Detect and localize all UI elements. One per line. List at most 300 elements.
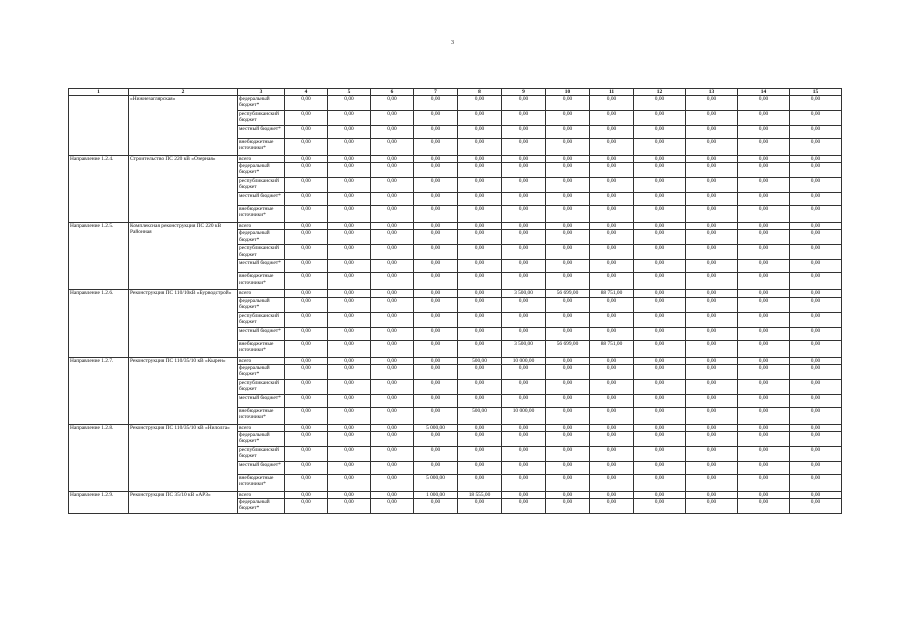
column-header: 1 <box>69 89 129 96</box>
value-cell: 0,00 <box>790 340 842 357</box>
value-cell: 0,00 <box>502 394 546 407</box>
value-cell: 0,00 <box>686 447 738 462</box>
value-cell: 0,00 <box>371 364 414 379</box>
value-cell: 0,00 <box>502 260 546 273</box>
value-cell: 0,00 <box>371 156 414 163</box>
value-cell: 0,00 <box>371 357 414 364</box>
funding-source-cell: федеральный бюджет* <box>238 96 285 111</box>
value-cell: 0,00 <box>371 163 414 178</box>
value-cell: 0,00 <box>790 230 842 245</box>
value-cell: 0,00 <box>634 139 686 156</box>
value-cell: 0,00 <box>738 223 790 230</box>
value-cell: 0,00 <box>502 327 546 340</box>
value-cell: 500,00 <box>458 357 502 364</box>
value-cell: 10 000,00 <box>502 407 546 424</box>
value-cell: 0,00 <box>371 230 414 245</box>
value-cell: 0,00 <box>546 492 590 499</box>
value-cell: 0,00 <box>790 407 842 424</box>
value-cell: 0,00 <box>634 223 686 230</box>
value-cell: 0,00 <box>458 432 502 447</box>
value-cell: 0,00 <box>502 126 546 139</box>
value-cell: 0,00 <box>328 327 371 340</box>
value-cell: 0,00 <box>546 357 590 364</box>
value-cell: 0,00 <box>634 462 686 475</box>
value-cell: 0,00 <box>686 273 738 290</box>
value-cell: 0,00 <box>414 260 458 273</box>
value-cell: 88 751,00 <box>590 340 634 357</box>
value-cell: 0,00 <box>285 394 328 407</box>
value-cell: 0,00 <box>790 223 842 230</box>
project-name-cell: Реконструкция ПС 35/10 кВ «АРЗ» <box>129 492 238 514</box>
value-cell: 0,00 <box>634 126 686 139</box>
value-cell: 0,00 <box>634 364 686 379</box>
value-cell: 0,00 <box>371 297 414 312</box>
value-cell: 0,00 <box>414 297 458 312</box>
value-cell: 0,00 <box>371 327 414 340</box>
value-cell: 0,00 <box>634 111 686 126</box>
funding-source-cell: всего <box>238 290 285 297</box>
value-cell: 0,00 <box>285 126 328 139</box>
value-cell: 0,00 <box>738 230 790 245</box>
value-cell: 0,00 <box>285 327 328 340</box>
value-cell: 0,00 <box>738 163 790 178</box>
value-cell: 0,00 <box>738 290 790 297</box>
value-cell: 0,00 <box>328 178 371 193</box>
value-cell: 0,00 <box>790 290 842 297</box>
value-cell: 0,00 <box>686 407 738 424</box>
value-cell: 0,00 <box>285 96 328 111</box>
value-cell: 0,00 <box>686 178 738 193</box>
value-cell: 0,00 <box>686 111 738 126</box>
value-cell: 0,00 <box>458 223 502 230</box>
value-cell: 0,00 <box>285 340 328 357</box>
value-cell: 0,00 <box>502 475 546 492</box>
value-cell: 0,00 <box>546 245 590 260</box>
value-cell: 0,00 <box>790 394 842 407</box>
value-cell: 0,00 <box>546 96 590 111</box>
value-cell: 0,00 <box>546 273 590 290</box>
value-cell: 0,00 <box>328 139 371 156</box>
value-cell: 0,00 <box>328 230 371 245</box>
value-cell: 0,00 <box>634 156 686 163</box>
funding-source-cell: всего <box>238 424 285 431</box>
column-header: 14 <box>738 89 790 96</box>
value-cell: 0,00 <box>371 432 414 447</box>
value-cell: 0,00 <box>285 245 328 260</box>
value-cell: 0,00 <box>686 462 738 475</box>
funding-source-cell: федеральный бюджет* <box>238 297 285 312</box>
value-cell: 0,00 <box>414 245 458 260</box>
value-cell: 0,00 <box>458 156 502 163</box>
value-cell: 0,00 <box>686 245 738 260</box>
value-cell: 0,00 <box>328 357 371 364</box>
value-cell: 0,00 <box>686 290 738 297</box>
value-cell: 0,00 <box>590 156 634 163</box>
value-cell: 0,00 <box>546 447 590 462</box>
value-cell: 0,00 <box>634 297 686 312</box>
value-cell: 0,00 <box>790 475 842 492</box>
value-cell: 0,00 <box>546 163 590 178</box>
value-cell: 0,00 <box>371 312 414 327</box>
value-cell: 0,00 <box>458 327 502 340</box>
value-cell: 0,00 <box>790 499 842 514</box>
value-cell: 10 000,00 <box>502 357 546 364</box>
value-cell: 0,00 <box>458 340 502 357</box>
value-cell: 0,00 <box>686 492 738 499</box>
value-cell: 0,00 <box>590 193 634 206</box>
funding-source-cell: местный бюджет* <box>238 193 285 206</box>
value-cell: 0,00 <box>738 447 790 462</box>
value-cell: 0,00 <box>790 245 842 260</box>
value-cell: 0,00 <box>790 126 842 139</box>
value-cell: 0,00 <box>371 96 414 111</box>
value-cell: 0,00 <box>502 178 546 193</box>
direction-cell: Направление 1.2.9. <box>69 492 129 514</box>
value-cell: 0,00 <box>790 178 842 193</box>
value-cell: 0,00 <box>686 312 738 327</box>
value-cell: 0,00 <box>546 156 590 163</box>
value-cell: 0,00 <box>634 245 686 260</box>
value-cell: 0,00 <box>328 424 371 431</box>
value-cell: 0,00 <box>634 178 686 193</box>
value-cell: 0,00 <box>414 163 458 178</box>
value-cell: 0,00 <box>738 273 790 290</box>
value-cell: 0,00 <box>328 407 371 424</box>
direction-cell: Направление 1.2.7. <box>69 357 129 424</box>
value-cell: 0,00 <box>414 364 458 379</box>
value-cell: 0,00 <box>634 424 686 431</box>
value-cell: 0,00 <box>546 312 590 327</box>
value-cell: 0,00 <box>738 432 790 447</box>
value-cell: 0,00 <box>590 492 634 499</box>
value-cell: 0,00 <box>590 178 634 193</box>
value-cell: 0,00 <box>371 206 414 223</box>
value-cell: 0,00 <box>634 340 686 357</box>
value-cell: 0,00 <box>502 230 546 245</box>
value-cell: 0,00 <box>285 206 328 223</box>
value-cell: 0,00 <box>285 312 328 327</box>
value-cell: 0,00 <box>686 126 738 139</box>
project-name-cell: Строительство ПС 220 кВ «Озерная» <box>129 156 238 223</box>
value-cell: 0,00 <box>790 260 842 273</box>
value-cell: 0,00 <box>414 312 458 327</box>
value-cell: 0,00 <box>590 126 634 139</box>
value-cell: 0,00 <box>738 139 790 156</box>
value-cell: 0,00 <box>371 223 414 230</box>
value-cell: 0,00 <box>686 379 738 394</box>
value-cell: 0,00 <box>328 499 371 514</box>
table-row <box>69 357 842 364</box>
column-header: 15 <box>790 89 842 96</box>
funding-source-cell: республиканский бюджет <box>238 178 285 193</box>
value-cell: 0,00 <box>634 379 686 394</box>
value-cell: 0,00 <box>414 206 458 223</box>
value-cell: 56 699,00 <box>546 340 590 357</box>
value-cell: 0,00 <box>414 273 458 290</box>
value-cell: 0,00 <box>738 499 790 514</box>
value-cell: 0,00 <box>328 297 371 312</box>
value-cell: 0,00 <box>328 492 371 499</box>
value-cell: 0,00 <box>738 126 790 139</box>
value-cell: 0,00 <box>458 499 502 514</box>
value-cell: 0,00 <box>502 206 546 223</box>
table-row <box>69 492 842 499</box>
value-cell: 0,00 <box>634 475 686 492</box>
value-cell: 0,00 <box>328 462 371 475</box>
value-cell: 0,00 <box>328 290 371 297</box>
value-cell: 0,00 <box>546 178 590 193</box>
value-cell: 0,00 <box>546 407 590 424</box>
value-cell: 0,00 <box>458 178 502 193</box>
value-cell: 0,00 <box>686 156 738 163</box>
value-cell: 0,00 <box>634 230 686 245</box>
table-row <box>69 96 842 111</box>
value-cell: 0,00 <box>686 432 738 447</box>
value-cell: 0,00 <box>285 111 328 126</box>
funding-source-cell: местный бюджет* <box>238 462 285 475</box>
value-cell: 0,00 <box>546 230 590 245</box>
value-cell: 0,00 <box>502 447 546 462</box>
value-cell: 0,00 <box>738 245 790 260</box>
column-header: 2 <box>129 89 238 96</box>
value-cell: 0,00 <box>546 424 590 431</box>
value-cell: 0,00 <box>414 432 458 447</box>
value-cell: 0,00 <box>634 327 686 340</box>
value-cell: 0,00 <box>414 407 458 424</box>
value-cell: 0,00 <box>590 223 634 230</box>
value-cell: 0,00 <box>371 178 414 193</box>
value-cell: 0,00 <box>590 432 634 447</box>
funding-source-cell: всего <box>238 156 285 163</box>
value-cell: 0,00 <box>590 357 634 364</box>
value-cell: 0,00 <box>686 297 738 312</box>
value-cell: 0,00 <box>686 223 738 230</box>
value-cell: 0,00 <box>458 394 502 407</box>
value-cell: 0,00 <box>738 340 790 357</box>
value-cell: 0,00 <box>502 432 546 447</box>
value-cell: 0,00 <box>458 424 502 431</box>
value-cell: 0,00 <box>790 297 842 312</box>
value-cell: 0,00 <box>790 492 842 499</box>
funding-source-cell: федеральный бюджет* <box>238 230 285 245</box>
value-cell: 0,00 <box>590 163 634 178</box>
value-cell: 0,00 <box>502 245 546 260</box>
value-cell: 0,00 <box>328 447 371 462</box>
funding-source-cell: республиканский бюджет <box>238 447 285 462</box>
value-cell: 0,00 <box>738 312 790 327</box>
value-cell: 0,00 <box>546 111 590 126</box>
value-cell: 0,00 <box>371 245 414 260</box>
value-cell: 0,00 <box>458 273 502 290</box>
value-cell: 0,00 <box>686 230 738 245</box>
funding-source-cell: всего <box>238 223 285 230</box>
value-cell: 0,00 <box>546 432 590 447</box>
value-cell: 0,00 <box>686 424 738 431</box>
value-cell: 0,00 <box>790 424 842 431</box>
value-cell: 0,00 <box>686 364 738 379</box>
value-cell: 0,00 <box>634 206 686 223</box>
value-cell: 0,00 <box>546 139 590 156</box>
value-cell: 0,00 <box>686 206 738 223</box>
value-cell: 0,00 <box>458 163 502 178</box>
value-cell: 0,00 <box>790 357 842 364</box>
value-cell: 0,00 <box>634 163 686 178</box>
value-cell: 0,00 <box>285 432 328 447</box>
value-cell: 0,00 <box>458 462 502 475</box>
value-cell: 0,00 <box>686 260 738 273</box>
value-cell: 0,00 <box>738 96 790 111</box>
value-cell: 0,00 <box>590 424 634 431</box>
value-cell: 0,00 <box>285 364 328 379</box>
funding-source-cell: федеральный бюджет* <box>238 364 285 379</box>
value-cell: 0,00 <box>546 364 590 379</box>
value-cell: 0,00 <box>502 424 546 431</box>
value-cell: 0,00 <box>458 290 502 297</box>
value-cell: 0,00 <box>590 379 634 394</box>
value-cell: 0,00 <box>328 223 371 230</box>
value-cell: 0,00 <box>328 260 371 273</box>
project-name-cell: Реконструкция ПС 110/35/10 кВ «Кырен» <box>129 357 238 424</box>
value-cell: 0,00 <box>285 499 328 514</box>
value-cell: 0,00 <box>634 290 686 297</box>
value-cell: 0,00 <box>686 327 738 340</box>
value-cell: 0,00 <box>634 492 686 499</box>
table-body <box>69 96 842 514</box>
funding-source-cell: всего <box>238 492 285 499</box>
value-cell: 0,00 <box>546 499 590 514</box>
value-cell: 0,00 <box>738 394 790 407</box>
value-cell: 0,00 <box>546 327 590 340</box>
value-cell: 0,00 <box>285 139 328 156</box>
value-cell: 0,00 <box>328 394 371 407</box>
value-cell: 0,00 <box>634 273 686 290</box>
value-cell: 0,00 <box>634 432 686 447</box>
value-cell: 3 500,00 <box>502 340 546 357</box>
value-cell: 0,00 <box>458 126 502 139</box>
funding-source-cell: федеральный бюджет* <box>238 432 285 447</box>
column-header: 6 <box>371 89 414 96</box>
funding-source-cell: местный бюджет* <box>238 260 285 273</box>
value-cell: 0,00 <box>328 364 371 379</box>
value-cell: 0,00 <box>590 96 634 111</box>
value-cell: 0,00 <box>371 424 414 431</box>
value-cell: 0,00 <box>546 379 590 394</box>
value-cell: 0,00 <box>371 407 414 424</box>
project-name-cell: Комплексная реконструкция ПС 220 кВ Районная <box>129 223 238 290</box>
funding-source-cell: федеральный бюджет* <box>238 499 285 514</box>
column-header: 8 <box>458 89 502 96</box>
value-cell: 0,00 <box>590 273 634 290</box>
value-cell: 0,00 <box>686 499 738 514</box>
value-cell: 0,00 <box>414 230 458 245</box>
value-cell: 0,00 <box>414 394 458 407</box>
value-cell: 88 751,00 <box>590 290 634 297</box>
value-cell: 0,00 <box>590 499 634 514</box>
value-cell: 0,00 <box>590 312 634 327</box>
value-cell: 0,00 <box>738 178 790 193</box>
table-row <box>69 223 842 230</box>
value-cell: 0,00 <box>686 357 738 364</box>
value-cell: 0,00 <box>328 475 371 492</box>
budget-table <box>68 88 842 514</box>
value-cell: 1 000,00 <box>414 492 458 499</box>
direction-cell: Направление 1.2.4. <box>69 156 129 223</box>
value-cell: 18 555,00 <box>458 492 502 499</box>
value-cell: 0,00 <box>790 96 842 111</box>
value-cell: 0,00 <box>371 475 414 492</box>
value-cell: 0,00 <box>458 297 502 312</box>
value-cell: 0,00 <box>502 156 546 163</box>
value-cell: 0,00 <box>328 126 371 139</box>
value-cell: 0,00 <box>502 499 546 514</box>
direction-cell: Направление 1.2.5. <box>69 223 129 290</box>
value-cell: 0,00 <box>686 163 738 178</box>
value-cell: 0,00 <box>414 447 458 462</box>
value-cell: 0,00 <box>285 379 328 394</box>
value-cell: 0,00 <box>738 327 790 340</box>
value-cell: 0,00 <box>285 163 328 178</box>
value-cell: 0,00 <box>458 206 502 223</box>
value-cell: 0,00 <box>790 111 842 126</box>
value-cell: 0,00 <box>502 462 546 475</box>
value-cell: 0,00 <box>458 312 502 327</box>
value-cell: 0,00 <box>738 364 790 379</box>
value-cell: 0,00 <box>590 139 634 156</box>
funding-source-cell: местный бюджет* <box>238 394 285 407</box>
value-cell: 0,00 <box>285 297 328 312</box>
value-cell: 0,00 <box>502 193 546 206</box>
value-cell: 0,00 <box>686 475 738 492</box>
value-cell: 0,00 <box>590 111 634 126</box>
funding-source-cell: всего <box>238 357 285 364</box>
table-row <box>69 290 842 297</box>
value-cell: 0,00 <box>738 407 790 424</box>
value-cell: 0,00 <box>738 424 790 431</box>
value-cell: 0,00 <box>285 462 328 475</box>
value-cell: 0,00 <box>414 327 458 340</box>
value-cell: 0,00 <box>328 432 371 447</box>
value-cell: 5 000,00 <box>414 424 458 431</box>
value-cell: 0,00 <box>634 357 686 364</box>
value-cell: 0,00 <box>790 139 842 156</box>
value-cell: 0,00 <box>285 492 328 499</box>
column-header: 9 <box>502 89 546 96</box>
value-cell: 0,00 <box>285 407 328 424</box>
value-cell: 0,00 <box>328 163 371 178</box>
value-cell: 0,00 <box>634 407 686 424</box>
value-cell: 0,00 <box>371 394 414 407</box>
value-cell: 0,00 <box>590 364 634 379</box>
value-cell: 0,00 <box>458 379 502 394</box>
value-cell: 0,00 <box>328 111 371 126</box>
value-cell: 0,00 <box>371 379 414 394</box>
value-cell: 0,00 <box>328 96 371 111</box>
value-cell: 0,00 <box>738 193 790 206</box>
value-cell: 0,00 <box>634 193 686 206</box>
table-row <box>69 424 842 431</box>
value-cell: 0,00 <box>738 462 790 475</box>
value-cell: 0,00 <box>546 193 590 206</box>
table-row <box>69 156 842 163</box>
value-cell: 0,00 <box>590 230 634 245</box>
value-cell: 0,00 <box>590 447 634 462</box>
value-cell: 0,00 <box>686 394 738 407</box>
value-cell: 0,00 <box>590 297 634 312</box>
value-cell: 0,00 <box>285 178 328 193</box>
value-cell: 0,00 <box>502 139 546 156</box>
value-cell: 0,00 <box>590 475 634 492</box>
value-cell: 0,00 <box>414 340 458 357</box>
